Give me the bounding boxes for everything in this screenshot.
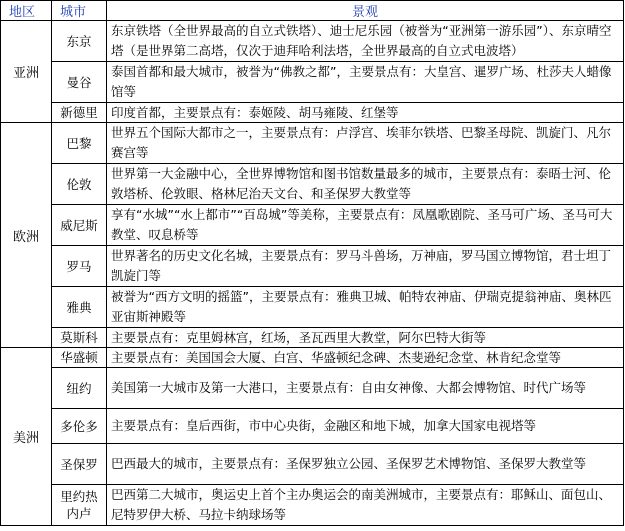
table-row bbox=[1, 21, 624, 62]
desc-washington: 主要景点有：美国国会大厦、白宫、华盛顿纪念碑、杰斐逊纪念堂、林肯纪念堂等 bbox=[107, 348, 624, 368]
table-row bbox=[1, 205, 624, 246]
region-europe: 欧洲 bbox=[1, 123, 52, 348]
table-row bbox=[1, 409, 624, 444]
desc-rome: 世界著名的历史文化名城，主要景点有：罗马斗兽场，万神庙，罗马国立博物馆，君士坦丁凯旋门等 bbox=[107, 246, 624, 287]
city-rome: 罗马 bbox=[52, 246, 107, 287]
table-row bbox=[1, 103, 624, 123]
city-london: 伦敦 bbox=[52, 164, 107, 205]
city-new-york: 纽约 bbox=[52, 368, 107, 409]
region-america: 美洲 bbox=[1, 348, 52, 526]
city-venice: 威尼斯 bbox=[52, 205, 107, 246]
city-washington: 华盛顿 bbox=[52, 348, 107, 368]
table-row bbox=[1, 368, 624, 409]
header-row bbox=[1, 1, 624, 21]
desc-toronto: 主要景点有：皇后西街，市中心央街，金融区和地下城，加拿大国家电视塔等 bbox=[107, 409, 624, 444]
desc-athens: 被誉为“西方文明的摇篮”，主要景点有：雅典卫城、帕特农神庙、伊瑞克提翁神庙、奥林匹亚宙斯神殿等 bbox=[107, 287, 624, 328]
city-tokyo: 东京 bbox=[52, 21, 107, 62]
table-row bbox=[1, 287, 624, 328]
city-toronto: 多伦多 bbox=[52, 409, 107, 444]
city-new-delhi: 新德里 bbox=[52, 103, 107, 123]
region-asia: 亚洲 bbox=[1, 21, 52, 123]
city-rio-de-janeiro: 里约热 内卢 bbox=[52, 485, 107, 526]
table-row bbox=[1, 348, 624, 368]
table-row bbox=[1, 485, 624, 526]
city-paris: 巴黎 bbox=[52, 123, 107, 164]
desc-new-york: 美国第一大城市及第一大港口，主要景点有：自由女神像、大都会博物馆、时代广场等 bbox=[107, 368, 624, 409]
desc-tokyo: 东京铁塔（全世界最高的自立式铁塔）、迪士尼乐园（被誉为“亚洲第一游乐园”）、东京晴空塔（是世界第二高塔，仅次于迪拜哈利法塔，全世界最高的自立式电波塔） bbox=[107, 21, 624, 62]
header-attractions: 景观 bbox=[107, 1, 624, 21]
header-region: 地区 bbox=[1, 1, 52, 21]
desc-moscow: 主要景点有：克里姆林宫，红场，圣瓦西里大教堂，阿尔巴特大街等 bbox=[107, 328, 624, 348]
table-row bbox=[1, 246, 624, 287]
desc-rio-de-janeiro: 巴西第二大城市，奥运史上首个主办奥运会的南美洲城市，主要景点有：耶稣山、面包山、尼特罗伊大桥、马拉卡纳球场等 bbox=[107, 485, 624, 526]
desc-new-delhi: 印度首都，主要景点有：泰姬陵、胡马雍陵、红堡等 bbox=[107, 103, 624, 123]
city-athens: 雅典 bbox=[52, 287, 107, 328]
city-sao-paulo: 圣保罗 bbox=[52, 444, 107, 485]
desc-venice: 享有“水城”“水上都市”“百岛城”等美称，主要景点有：凤凰歌剧院、圣马可广场、圣马可大教堂、叹息桥等 bbox=[107, 205, 624, 246]
city-moscow: 莫斯科 bbox=[52, 328, 107, 348]
table-row bbox=[1, 444, 624, 485]
table-row bbox=[1, 328, 624, 348]
city-bangkok: 曼谷 bbox=[52, 62, 107, 103]
table-row bbox=[1, 123, 624, 164]
table-row bbox=[1, 164, 624, 205]
desc-paris: 世界五个国际大都市之一，主要景点有：卢浮宫、埃菲尔铁塔、巴黎圣母院、凯旋门、凡尔赛宫等 bbox=[107, 123, 624, 164]
desc-sao-paulo: 巴西最大的城市，主要景点有：圣保罗独立公园、圣保罗艺术博物馆、圣保罗大教堂等 bbox=[107, 444, 624, 485]
header-city: 城市 bbox=[52, 1, 107, 21]
desc-bangkok: 泰国首都和最大城市，被誉为“佛教之都”，主要景点有：大皇宫、暹罗广场、杜莎夫人蜡像馆等 bbox=[107, 62, 624, 103]
desc-london: 世界第一大金融中心，全世界博物馆和图书馆数量最多的城市，主要景点有：泰晤士河、伦敦塔桥、伦敦眼、格林尼治天文台、和圣保罗大教堂等 bbox=[107, 164, 624, 205]
table-row bbox=[1, 62, 624, 103]
